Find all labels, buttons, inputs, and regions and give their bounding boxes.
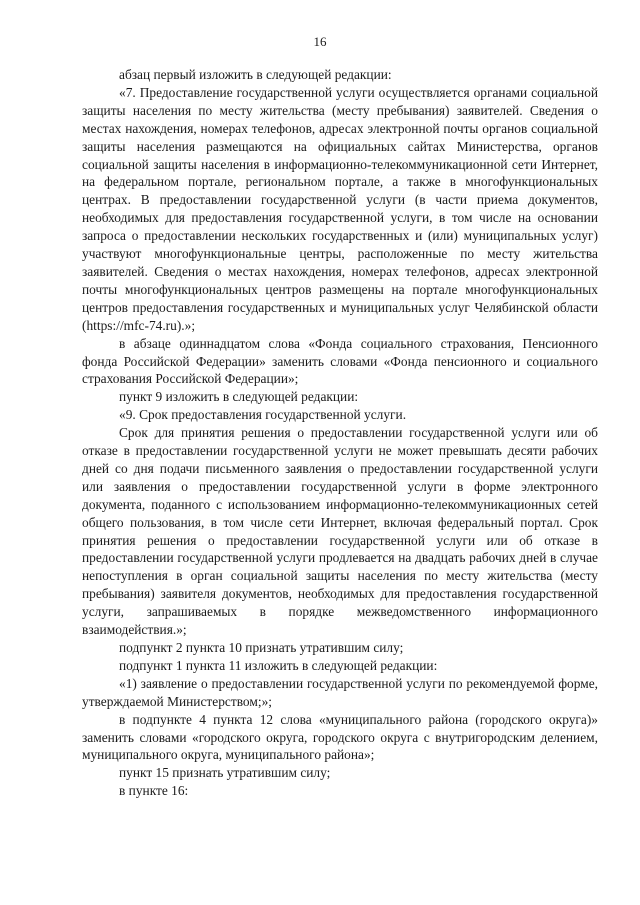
paragraph: абзац первый изложить в следующей редакции: <box>119 67 392 82</box>
paragraph: пункт 15 признать утратившим силу; <box>119 765 331 781</box>
page-number: 16 <box>313 34 327 49</box>
document-body <box>82 66 598 800</box>
paragraph: в подпункте 4 пункта 12 слова «муниципального района (городского округа)» заменить словами «городского округа, городского округа с внутригородским делением, муниципального округа, муниципального района»; <box>82 711 598 763</box>
paragraph: в абзаце одиннадцатом слова «Фонда социального страхования, Пенсионного фонда Российской Федерации» заменить словами «Фонда пенсионного и социального страхования Российской Федерации»; <box>82 335 598 387</box>
paragraph: подпункт 1 пункта 11 изложить в следующей редакции: <box>119 657 438 673</box>
paragraph: в пункте 16: <box>119 783 189 799</box>
paragraph: «1) заявление о предоставлении государственной услуги по рекомендуемой форме, утверждаемой Министерством;»; <box>82 675 598 709</box>
paragraph: «7. Предоставление государственной услуги осуществляется органами социальной защиты населения по месту жительства (месту пребывания) заявителей. Сведения о местах нахождения, номерах телефонов, адресах электронной почты органов социальной защиты населения размещаются на официальных сайтах Министерства, органов социальной защиты населения в информационно-телекоммуникационной сети Интернет, на федеральном портале, региональном портале, а также в многофункциональных центрах. В предоставлении государственной услуги (в части приема документов, необходимых для предоставления государственной услуги, в том числе на основании запроса о предоставлении нескольких государственных и (или) муниципальных услуг) участвуют многофункциональные центры, расположенные по месту жительства заявителей. Сведения о местах нахождения, номерах телефонов, адресах электронной почты многофункциональных центров размещены на портале многофункциональных центров предоставления государственных и муниципальных услуг Челябинской области (https://mfc-74.ru).»; <box>82 84 598 333</box>
paragraph: «9. Срок предоставления государственной услуги. <box>119 407 407 423</box>
paragraph: пункт 9 изложить в следующей редакции: <box>119 389 359 405</box>
paragraph: Срок для принятия решения о предоставлении государственной услуги или об отказе в предоставлении государственной услуги не может превышать десяти рабочих дней со дня подачи письменного заявления о предоставлении государственной услуги или заявления о предоставлении государственной услуги в форме электронного документа, поданного с использованием информационно-телекоммуникационных сетей общего пользования, в том числе сети Интернет, включая федеральный портал. Срок принятия решения о предоставлении государственной услуги или об отказе в предоставлении государственной услуги продлевается на двадцать рабочих дней в случае непоступления в орган социальной защиты населения по месту жительства (месту пребывания) заявителя документов, необходимых для предоставления государственной услуги, запрашиваемых в порядке межведомственного информационного взаимодействия.»; <box>82 425 598 638</box>
paragraph: подпункт 2 пункта 10 признать утратившим силу; <box>119 640 404 655</box>
